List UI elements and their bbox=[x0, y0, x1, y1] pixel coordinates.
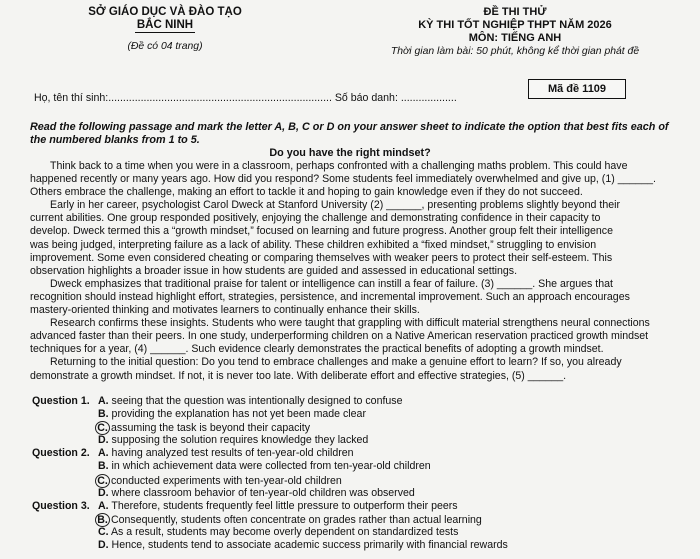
passage-line: develop. Dweck termed this a “growth mindset,” focused on learning and future progress. Another group felt their intelligence bbox=[30, 225, 613, 238]
passage-line: Research confirms these insights. Students who were taught that grappling with difficult material strengthens neural connections bbox=[50, 317, 650, 330]
exam-time-note: Thời gian làm bài: 50 phút, không kể thời gian phát đề bbox=[390, 46, 640, 57]
department-name: SỞ GIÁO DỤC VÀ ĐÀO TẠO bbox=[88, 6, 242, 18]
department-province: BẮC NINH bbox=[136, 19, 194, 31]
option-letter[interactable]: A. bbox=[98, 447, 109, 460]
option-row[interactable] bbox=[32, 421, 672, 434]
option-letter[interactable]: D. bbox=[98, 539, 109, 552]
passage-line: was being judged, interpreting failure as a lack of ability. These children exhibited a “fixed mindset,” struggling to envision bbox=[30, 238, 597, 251]
candidate-name-label: Họ, tên thí sinh: bbox=[34, 92, 109, 104]
passage-line: advanced faster than their peers. In one study, underperforming children on a Native American reservation practiced growth mindset bbox=[30, 330, 649, 343]
option-text[interactable]: Therefore, students frequently feel little pressure to outperform their peers bbox=[111, 499, 458, 512]
option-letter[interactable]: D. bbox=[98, 486, 109, 499]
passage-line: recognition should instead highlight effort, strategies, persistence, and incremental improvement. Such an approach encourages bbox=[30, 290, 630, 303]
candidate-name-field[interactable]: ............................................................................ bbox=[108, 92, 332, 104]
option-row[interactable] bbox=[32, 513, 672, 526]
option-letter[interactable]: B. bbox=[98, 460, 109, 473]
exam-heading bbox=[330, 6, 700, 58]
option-letter[interactable]: A. bbox=[98, 395, 109, 407]
option-text[interactable]: conducted experiments with ten-year-old children bbox=[111, 474, 342, 487]
question-3 bbox=[32, 500, 672, 513]
issuing-department bbox=[0, 6, 330, 53]
option-letter[interactable]: A. bbox=[98, 499, 109, 512]
passage-line: Others embrace the challenge, making an effort to tackle it and hoping to gain knowledge even if they do not succeed. bbox=[30, 186, 583, 199]
option-text[interactable]: seeing that the question was intentionally designed to confuse bbox=[111, 395, 403, 407]
passage-line: Returning to the initial question: Do you tend to embrace challenges and make a genuine effort to learn? If so, you already bbox=[50, 356, 622, 369]
passage-line: Think back to a time when you were in a classroom, perhaps confronted with a challenging maths problem. This could have bbox=[50, 160, 628, 172]
passage-line: happened recently or many years ago. How did you respond? Some students feel immediately overwhelmed and give up, (1) ______. bbox=[30, 173, 656, 186]
option-text[interactable]: where classroom behavior of ten-year-old children was observed bbox=[111, 486, 415, 499]
option-row[interactable] bbox=[32, 460, 672, 473]
passage-line: Dweck emphasizes that traditional praise for talent or intelligence can instill a fear of failure. (3) ______. She argues that bbox=[50, 277, 613, 290]
passage-title: Do you have the right mindset? bbox=[269, 147, 431, 159]
candidate-info-line bbox=[34, 92, 534, 105]
option-row[interactable] bbox=[32, 474, 672, 487]
option-letter[interactable]: C. bbox=[98, 525, 109, 538]
question-label: Question 3. bbox=[32, 499, 90, 512]
option-text[interactable]: having analyzed test results of ten-year-old children bbox=[111, 447, 354, 460]
exam-title: ĐỀ THI THỬ bbox=[483, 6, 547, 18]
passage-line: improvement. Some even considered cheating or comparing themselves with weaker peers to protect their self-esteem. This bbox=[30, 251, 613, 264]
option-text[interactable]: Consequently, students often concentrate on grades rather than actual learning bbox=[111, 513, 482, 526]
option-row[interactable] bbox=[32, 434, 672, 447]
option-letter-circled[interactable]: C. bbox=[95, 474, 110, 488]
page-count-note: (Đề có 04 trang) bbox=[127, 41, 203, 52]
exam-name: KỲ THI TỐT NGHIỆP THPT NĂM 2026 bbox=[418, 19, 612, 31]
option-letter-circled[interactable]: C. bbox=[95, 421, 110, 435]
option-text[interactable]: in which achievement data were collected from ten-year-old children bbox=[111, 460, 431, 473]
option-letter[interactable]: D. bbox=[98, 434, 109, 447]
question-label: Question 1. bbox=[32, 395, 90, 407]
passage-body bbox=[30, 160, 678, 383]
option-text[interactable]: As a result, students may become overly dependent on standardized tests bbox=[110, 525, 459, 538]
exam-subject: MÔN: TIẾNG ANH bbox=[468, 32, 562, 44]
option-row[interactable] bbox=[32, 539, 672, 552]
candidate-id-field[interactable]: ................... bbox=[400, 92, 457, 104]
passage-line: demonstrate a growth mindset. If not, it is never too late. With deliberate effort and effective strategies, (5) ______. bbox=[30, 369, 567, 382]
question-2 bbox=[32, 447, 672, 460]
question-list bbox=[32, 395, 672, 552]
candidate-id-label: Số báo danh: bbox=[334, 92, 398, 104]
option-text[interactable]: supposing the solution requires knowledge they lacked bbox=[111, 434, 369, 447]
option-text[interactable]: assuming the task is beyond their capacity bbox=[111, 422, 311, 435]
passage-line: Early in her career, psychologist Carol Dweck at Stanford University (2) ______, presenting problems slightly beyond their bbox=[50, 199, 620, 212]
option-text[interactable]: providing the explanation has not yet been made clear bbox=[111, 408, 366, 421]
question-1 bbox=[32, 395, 672, 408]
department-province-wrap bbox=[0, 19, 330, 33]
option-row[interactable] bbox=[32, 408, 672, 421]
passage-line: observation highlights a broader issue in how students are guided and assessed in educational settings. bbox=[30, 264, 518, 277]
section-instruction: Read the following passage and mark the letter A, B, C or D on your answer sheet to indicate the option that best fits each of the numbered blanks from 1 to 5. bbox=[30, 121, 669, 146]
question-label: Question 2. bbox=[32, 447, 90, 460]
passage-line: techniques for a year, (4) ______. Such evidence clearly demonstrates the practical benefits of adopting a growth mindset. bbox=[30, 343, 604, 356]
option-letter[interactable]: B. bbox=[98, 408, 109, 421]
passage-line: mastery-oriented thinking and motivates learners to continually enhance their skills. bbox=[30, 304, 420, 317]
option-row[interactable] bbox=[32, 487, 672, 500]
option-row[interactable] bbox=[32, 526, 672, 539]
passage-line: current abilities. One group responded positively, enjoying the challenge and demonstrating confidence in their capacity to bbox=[30, 212, 601, 225]
option-text[interactable]: Hence, students tend to associate academic success primarily with financial rewards bbox=[111, 539, 508, 552]
option-letter-circled[interactable]: B. bbox=[95, 513, 110, 527]
exam-code-box: Mã đề 1109 bbox=[528, 79, 626, 99]
